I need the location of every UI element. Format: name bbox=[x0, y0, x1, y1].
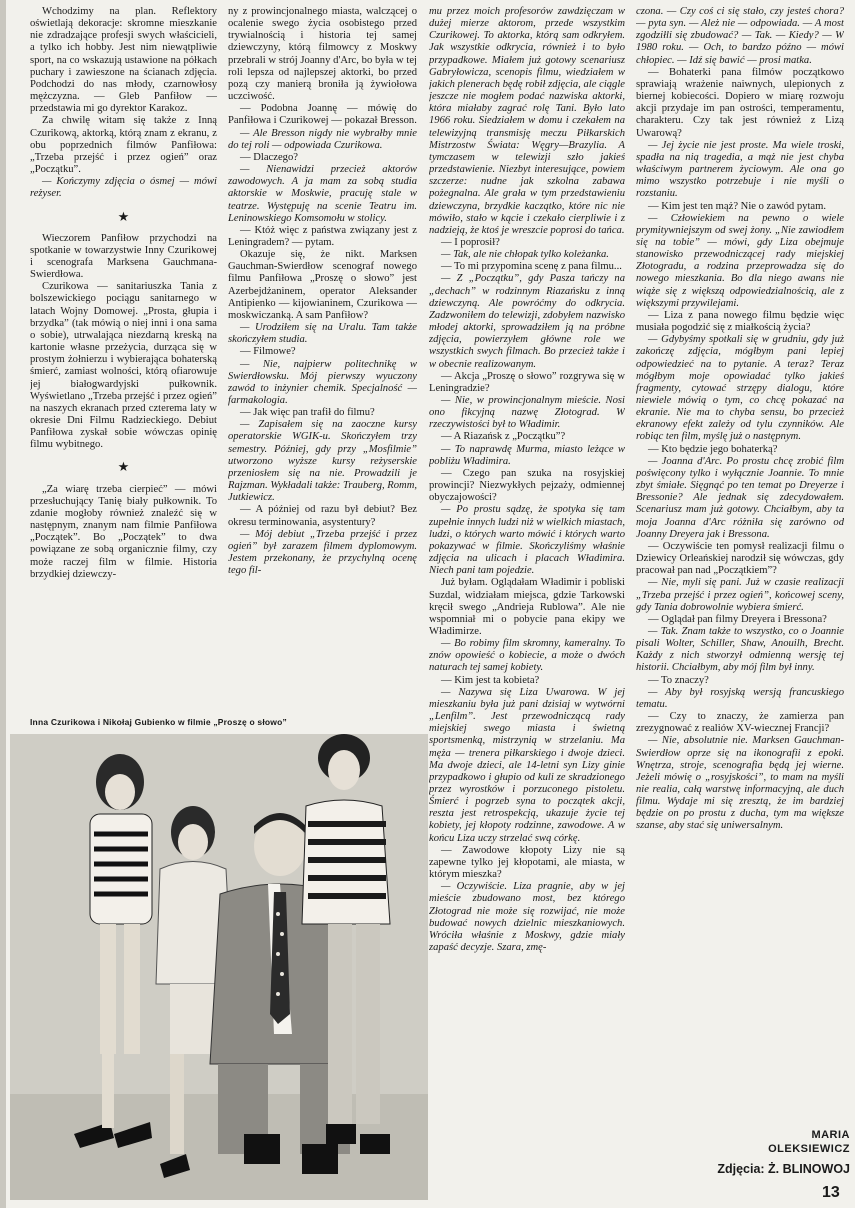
article-paragraph: — Nazywa się Liza Uwarowa. W jej mieszkaniu była już pani dzisiaj w wytwórni „Lenfilm”. Jest przewodniczącą rady miejskiej swego miasta i świetną sportsmenką, mistrzynią w strzelaniu. Ma męża — trenera piłkarskiego i dwoje dzieci. Ma dwoje dzieci, ale 14-letni syn Lizy ginie przypadkowo i głupio od kuli ze skradzionego przez wyrostków i porzuconego pistoletu. Śmierć i pogrzeb syna to początek akcji, reszta jest retrospekcją, ukazuje życie tej kobiety, jej kłopoty rodzinne, zawodowe. A w końcu Liza uczy strzelać swą córkę. bbox=[429, 686, 625, 844]
article-paragraph: — Jej życie nie jest proste. Ma wiele troski, spadła na nią tragedia, a mąż nie jest chyba właściwym partnerem życiowym. Ale ona go mimo wszystko potrzebuje i nie myśli o rozstaniu. bbox=[636, 139, 844, 200]
article-paragraph: Wieczorem Panfiłow przychodzi na spotkanie w towarzystwie Inny Czurikowej i scenografa Marksena Gauchmana-Swierdłowa. bbox=[30, 232, 217, 281]
article-paragraph: — Nie, myli się pani. Już w czasie realizacji „Trzeba przejść i przez ogień”, końcowej sceny, gdy Tania dobrowolnie wybiera śmierć. bbox=[636, 577, 844, 613]
article-paragraph: — A później od razu był debiut? Bez okresu terminowania, asystentury? bbox=[228, 504, 417, 528]
article-paragraph: — Nie, absolutnie nie. Marksen Gauchman-Swierdłow oprze się na ikonografii z epoki. Wnętrza, stroje, scenografia będą jej wierne. Jeżeli mówię o „rosyjskości”, to mam na myśli nie realia, całą warstwę informacyjną, ale duch filmu. Wydaje mi się zresztą, że im bardziej będzie on po prostu z ducha, tym ma większe szanse, aby stać się uniwersalnym. bbox=[636, 735, 844, 832]
article-paragraph: — To mi przypomina scenę z pana filmu... bbox=[441, 261, 622, 273]
article-paragraph: Już byłam. Oglądałam Władimir i pobliski Suzdal, widziałam miejsca, gdzie Tarkowski kręcił swego „Andrieja Rublowa”. Ale nie wspomniał mi o pobycie pana ekipy we Władimirze. bbox=[429, 577, 625, 637]
article-paragraph: — Ale Bresson nigdy nie wybrałby mnie do tej roli — odpowiada Czurikowa. bbox=[228, 127, 417, 151]
article-paragraph: — Kim jest ten mąż? Nie o zawód pytam. bbox=[648, 200, 826, 212]
article-paragraph: — Zawodowe kłopoty Lizy nie są zapewne tylko jej kłopotami, ale miasta, w którym mieszka? bbox=[429, 844, 625, 881]
article-paragraph: — Czego pan szuka na rosyjskiej prowincji? Niezwykłych pejzaży, odmiennej obyczajowości? bbox=[429, 467, 625, 504]
article-paragraph: — Jak więc pan trafił do filmu? bbox=[240, 407, 375, 419]
article-paragraph: — Nienawidzi przecież aktorów zawodowych. A ja mam za sobą studia aktorskie w Moskwie, pracuję stale w teatrze. Występuję na scenie Teatru im. Leninowskiego Komsomołu w stolicy. bbox=[228, 164, 417, 224]
article-paragraph: Za chwilę witam się także z Inną Czurikową, aktorką, którą znam z ekranu, z obu poprzednich filmów Panfiłowa: „Trzeba przejść i przez ogień” oraz „Początku”. bbox=[30, 115, 217, 176]
photo-credit: Zdjęcia: Ż. BLINOWOJ bbox=[717, 1162, 850, 1176]
column-4 bbox=[636, 6, 844, 1124]
article-paragraph: — Któż więc z państwa związany jest z Leningradem? — pytam. bbox=[228, 224, 417, 248]
article-paragraph: — Nie, w prowincjonalnym mieście. Nosi ono fikcyjną nazwę Złotograd. W rzeczywistości był to Władimir. bbox=[429, 395, 625, 431]
film-still-illustration bbox=[10, 734, 428, 1200]
section-separator-star: ★ bbox=[117, 208, 130, 224]
article-paragraph: „Za wiarę trzeba cierpieć” — mówi przesłuchujący Tanię biały pułkownik. To zdanie mogłoby również znaleźć się w następnym, znanym nam filmie Panfiłowa „Początek”. Bo „Początek” to dwa powiązane ze sobą organicznie filmy, czy może raczej film w filmie. Historia brzydkiej dziewczy- bbox=[30, 483, 217, 580]
article-paragraph: ny z prowincjonalnego miasta, walczącej o ocalenie swego życia osobistego przed trywialnością i historia tej samej dziewczyny, którą filmowcy z Moskwy przebrali w strój Joanny d'Arc, bo była w tej roli lepsza od najlepszej aktorki, bo przed pozą czy manierą broniła ją żywiołowa uczciwość. bbox=[228, 6, 417, 103]
author-last-name: OLEKSIEWICZ bbox=[768, 1143, 850, 1155]
article-paragraph: — Urodziłem się na Uralu. Tam także skończyłem studia. bbox=[228, 322, 417, 346]
column-1 bbox=[30, 6, 217, 710]
article-paragraph: mu przez moich profesorów zawdzięczam w dużej mierze aktorom, przede wszystkim Czurikowej. To aktorka, którą sam odkryłem. Jak wszystkie odkrycia, również i to było przypadkowe. Miałem już gotowy scenariusz Gabryłowicza, scenopis filmu, wiedziałem w jakich plenerach będę robił zdjęcia, ale ciągle jeszcze nie mogłem podać nazwiska aktorki, która miałaby zagrać rolę Tani. Było lato 1966 roku. Siedziałem w domu i czekałem na telewizyjną transmisję meczu Piłkarskich Mistrzostw Świata: Węgry—Brazylia. A tymczasem w telewizji szło jakieś przedstawienie. Niezbyt interesujące, powiem szczerze: nudne jak szkolna zabawa pożegnalna. Ale grała w tym przedstawieniu dziewczyna, brzydkie kaczątko, które nic nie mówiło, stało w kącie i czekało cierpliwie i z nadzieją, że ktoś je wreszcie poprosi do tańca. bbox=[429, 6, 625, 236]
article-paragraph: Czurikowa — sanitariuszka Tania z bolszewickiego pociągu sanitarnego w latach Wojny Domowej. „Prosta, głupia i brzydka” (tak mówią o niej inni i ona sama o sobie), utrwalająca niezdarną kreską na kartonie własne przeżycia, durząca się w prostym żołnierzu i wybierająca bohaterską śmierć, zamiast wolności, którą ofiarowuje jej białogwardyjski pułkownik. Wyświetlano „Trzeba przejść i przez ogień” na naszych ekranach przed czterema laty w okresie Dni Filmu Radzieckiego. Debiut Panfiłowa zyskał sobie wówczas opinię filmu wybitnego. bbox=[30, 281, 217, 451]
article-paragraph: — Czy to znaczy, że zamierza pan zrezygnować z realiów XV-wiecznej Francji? bbox=[636, 711, 844, 735]
article-paragraph: czona. — Czy coś ci się stało, czy jesteś chora? — pyta syn. — Ależ nie — odpowiada. — A most zgodziłli się zbudować? — Tak. — Kiedy? — W 1980 roku. — Och, to bardzo późno — mówi chłopiec. — Idź się bawić — prosi matka. bbox=[636, 6, 844, 66]
author-block bbox=[650, 1128, 850, 1176]
article-paragraph: — Kończymy zdjęcia o ósmej — mówi reżyser. bbox=[30, 176, 217, 200]
article-paragraph: — Akcja „Proszę o słowo” rozgrywa się w Leningradzie? bbox=[429, 370, 625, 394]
article-paragraph: — To znaczy? bbox=[648, 674, 709, 686]
page-edge bbox=[0, 0, 6, 1208]
author-first-name: MARIA bbox=[811, 1129, 850, 1141]
article-paragraph: — Gdybyśmy spotkali się w grudniu, gdy już zakończę zdjęcia, mógłbym pani lepiej odpowiedzieć na to pytanie. A teraz? Teraz mógłbym moje opowiadać tylko jakieś fragmenty, cytować strzępy dialogu, które niewiele mówią o tym, co chcę pokazać na ekranie. Nie ma to chyba sensu, bo przecież ekranowy efekt zależy od tylu czynników. Ale robiąc ten film, myślę już o następnym. bbox=[636, 334, 844, 443]
article-paragraph: — Kim jest ta kobieta? bbox=[441, 674, 540, 686]
article-paragraph: — I poprosił? bbox=[441, 236, 500, 248]
article-paragraph: — Liza z pana nowego filmu będzie więc musiała pogodzić się z miałkością życia? bbox=[636, 309, 844, 334]
article-paragraph: Okazuje się, że nikt. Marksen Gauchman-Swierdłow scenograf nowego filmu Panfiłowa „Proszę o słowo” jest Azerbejdżaninem, operator Aleksander Antipienko — kijowianinem, Czurikowa — moskwiczanką. A sam Panfiłow? bbox=[228, 249, 417, 321]
article-paragraph: — Po prostu sądzę, że spotyka się tam zupełnie innych ludzi niż w wielkich miastach, ludzi, o których warto mówić i których warto pokazywać w filmie. Skończyliśmy właśnie zdjęcia na ulicach i placach Władimira. Niech pani tam pojedzie. bbox=[429, 504, 625, 577]
column-3 bbox=[429, 6, 625, 1204]
article-paragraph: — Dlaczego? bbox=[240, 151, 298, 163]
article-paragraph: — Bohaterki pana filmów początkowo sprawiają wrażenie naiwnych, ulepionych z biernej kobiecości. Dopiero w miarę rozwoju akcji przydaje im pan ostrości, temperamentu, charakteru. Czy tak jest również z Lizą Uwarową? bbox=[636, 66, 844, 139]
photo-caption: Inna Czurikowa i Nikołaj Gubienko w filmie „Proszę o słowo” bbox=[30, 717, 287, 727]
article-paragraph: — Człowiekiem na pewno o wiele prymitywniejszym od swej żony. „Nie zawiodłem się na tobie” — mówi, gdy Liza obejmuje stanowisko przewodniczącej rady miejskiej Złotogradu, a rodzina przeprowadza się do nowego mieszkania. Bo dla niego awans nie wiąże się z większą odpowiedzialnością, ale z większymi przywilejami. bbox=[636, 212, 844, 309]
article-paragraph: Wchodzimy na plan. Reflektory oświetlają dekoracje: skromne mieszkanie nie zdradzające profesji swych właścicieli, a tylko ich hobby. Jest nim niewątpliwie sport, na co wskazują ustawione na półkach puchary i zawieszone na ścianach zdjęcia. Podchodzi do nas młody, czarnowłosy mężczyzna. — Gleb Panfiłow — przedstawia mi go dyrektor Karakoz. bbox=[30, 6, 217, 115]
article-paragraph: — Aby był rosyjską wersją francuskiego tematu. bbox=[636, 686, 844, 710]
article-paragraph: — Oglądał pan filmy Dreyera i Bressona? bbox=[648, 613, 827, 625]
article-paragraph: — Bo robimy film skromny, kameralny. To znów opowieść o kobiecie, a może o dwóch naturach tej samej kobiety. bbox=[429, 638, 625, 674]
article-paragraph: — Z „Początku”, gdy Pasza tańczy na „dechach” w rodzinnym Riazańsku z inną dziewczyną. Ale powróćmy do odkrycia. Zadzwoniłem do telewizji, zdobyłem nazwisko młodej aktorki, sprowadziłem ją na próbne zdjęcia, powierzyłem główne role we wszystkich swych filmach. Bo przecież także i w obecnie realizowanym. bbox=[429, 273, 625, 370]
section-separator-star: ★ bbox=[117, 459, 130, 475]
article-paragraph: — Mój debiut „Trzeba przejść i przez ogień” był zarazem filmem dyplomowym. Jestem przekonany, że przychylną ocenę tego fil- bbox=[228, 528, 417, 577]
article-paragraph: — To naprawdę Murma, miasto leżące w pobliżu Władimira. bbox=[429, 443, 625, 467]
article-paragraph: — Kto będzie jego bohaterką? bbox=[648, 443, 778, 455]
article-paragraph: — Filmowe? bbox=[240, 346, 296, 358]
page-number: 13 bbox=[822, 1184, 840, 1201]
article-paragraph: — Joanna d'Arc. Po prostu chcę zrobić film poświęcony tylko i wyłącznie Joannie. To mnie zbyt śmiałe. Sięgnąć po ten temat po Dreyerze i Bressonie? Ale jednak się zdecydowałem. Scenariusz mam już gotowy. Chciałbym, aby ta moja Joanna d'Arc różniła się zarówno od Joanny Dreyera jak i Bressona. bbox=[636, 455, 844, 540]
article-paragraph: — Zapisałem się na zaoczne kursy operatorskie WGIK-u. Skończyłem trzy semestry. Później, gdy przy „Mosfilmie” utworzono wyższe kursy reżyserskie przeniosłem się na nie. Prowadzili je Rajzman. Wykładali także: Trauberg, Romm, Jutkiewicz. bbox=[228, 419, 417, 504]
article-paragraph: — Oczywiście. Liza pragnie, aby w jej mieście zbudowano most, bez którego Złotograd nie może się rozwijać, nie może budować nowych dzielnic mieszkaniowych. Wróciła właśnie z Moskwy, gdzie miały zapaść decyzje. Szara, zmę- bbox=[429, 881, 625, 954]
article-paragraph: — A Riazańsk z „Początku”? bbox=[441, 431, 566, 443]
article-paragraph: — Nie, najpierw politechnikę w Swierdłowsku. Mój pierwszy wyuczony zawód to inżynier chemik. Specjalność — farmakologia. bbox=[228, 358, 417, 406]
column-2 bbox=[228, 6, 417, 710]
article-paragraph: — Oczywiście ten pomysł realizacji filmu o Dziewicy Orleańskiej narodził się wówczas, gdy pracował pan nad „Początkiem”? bbox=[636, 540, 844, 577]
article-paragraph: — Tak, ale nie chłopak tylko koleżanka. bbox=[441, 249, 609, 261]
article-paragraph: — Tak. Znam także to wszystko, co o Joannie pisali Wolter, Schiller, Shaw, Anouilh, Brecht. Każdy z nich stworzył odmienną wersję tej historii. Chciałbym, aby mój film był inny. bbox=[636, 625, 844, 674]
film-still-photo bbox=[10, 734, 428, 1200]
article-paragraph: — Podobna Joannę — mówię do Panfiłowa i Czurikowej — pokazał Bresson. bbox=[228, 103, 417, 127]
